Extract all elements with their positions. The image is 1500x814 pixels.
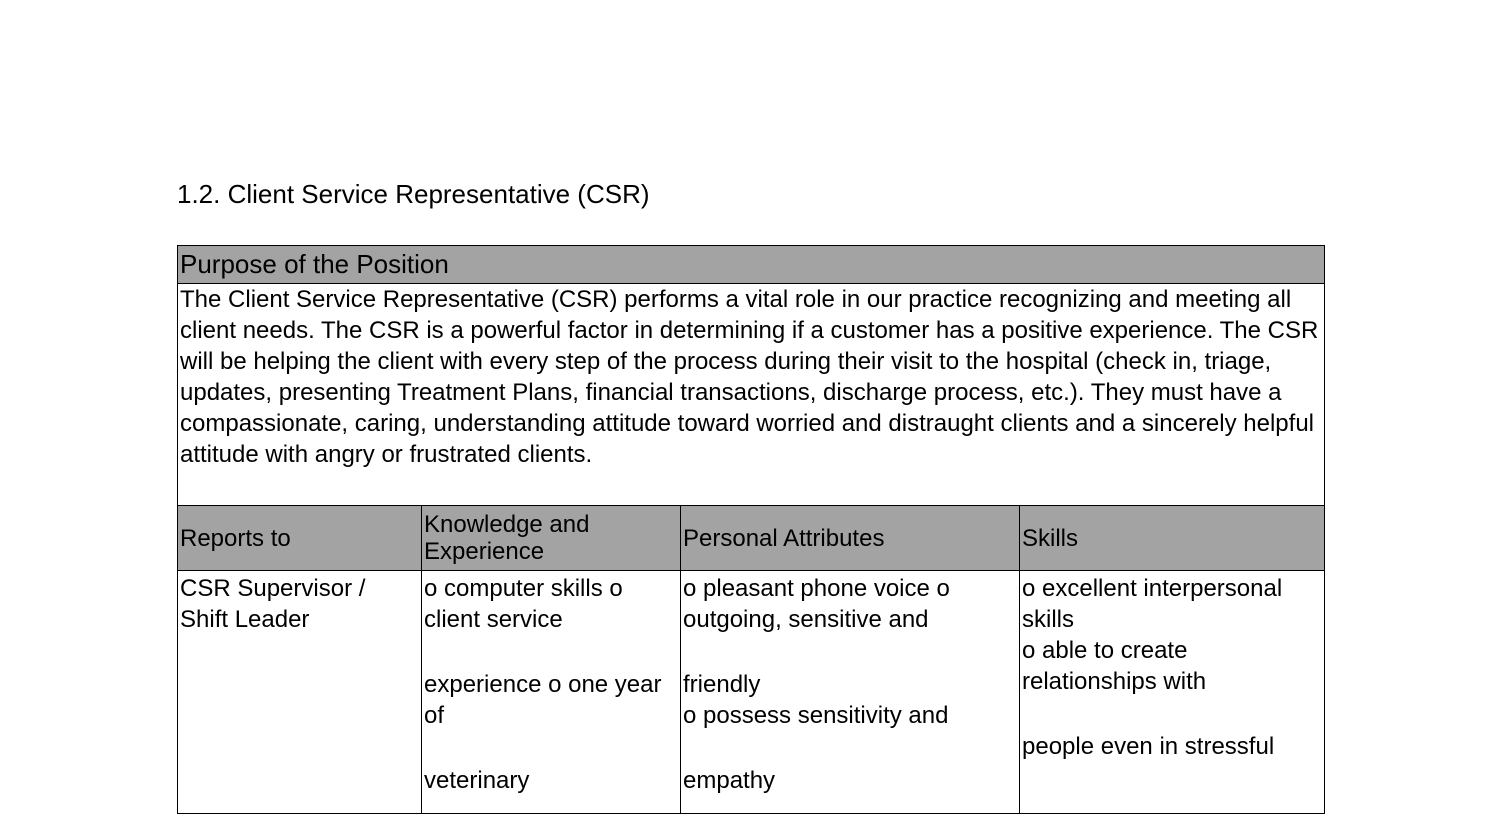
knowledge-line: o computer skills o client service [424, 575, 623, 633]
purpose-text: The Client Service Representative (CSR) performs a vital role in our practice recognizing and meeting all client needs. The CSR is a powerful factor in determining if a customer has a positive experience. The CSR will be helping the client with every step of the process during their visit to the hospital (check in, triage, updates, presenting Treatment Plans, financial transactions, discharge process, etc.). They must have a compassionate, caring, understanding attitude toward worried and distraught clients and a sincerely helpful attitude with angry or frustrated clients. [178, 284, 1325, 506]
purpose-header: Purpose of the Position [178, 246, 1325, 284]
column-header-row [178, 506, 1325, 571]
attributes-line: empathy [683, 767, 776, 794]
purpose-body-row [178, 284, 1325, 506]
position-table [177, 245, 1325, 814]
attributes-line: o pleasant phone voice o outgoing, sensitive and [683, 575, 950, 633]
skills-line: people even in stressful [1022, 733, 1275, 760]
attributes-cell [681, 571, 1020, 814]
reports-to-cell: CSR Supervisor / Shift Leader [178, 571, 422, 814]
knowledge-line: veterinary [424, 767, 530, 794]
attributes-line: friendly o possess sensitivity and [683, 671, 949, 729]
section-title: 1.2. Client Service Representative (CSR) [177, 179, 650, 209]
purpose-header-row [178, 246, 1325, 284]
column-header-knowledge: Knowledge and Experience [422, 506, 681, 571]
skills-line: o excellent interpersonal skills o able to create relationships with [1022, 575, 1283, 695]
column-header-reports-to: Reports to [178, 506, 422, 571]
knowledge-cell [422, 571, 681, 814]
column-header-attributes: Personal Attributes [681, 506, 1020, 571]
table-row [178, 571, 1325, 814]
column-header-skills: Skills [1020, 506, 1325, 571]
knowledge-line: experience o one year of [424, 671, 662, 729]
skills-cell [1020, 571, 1325, 814]
